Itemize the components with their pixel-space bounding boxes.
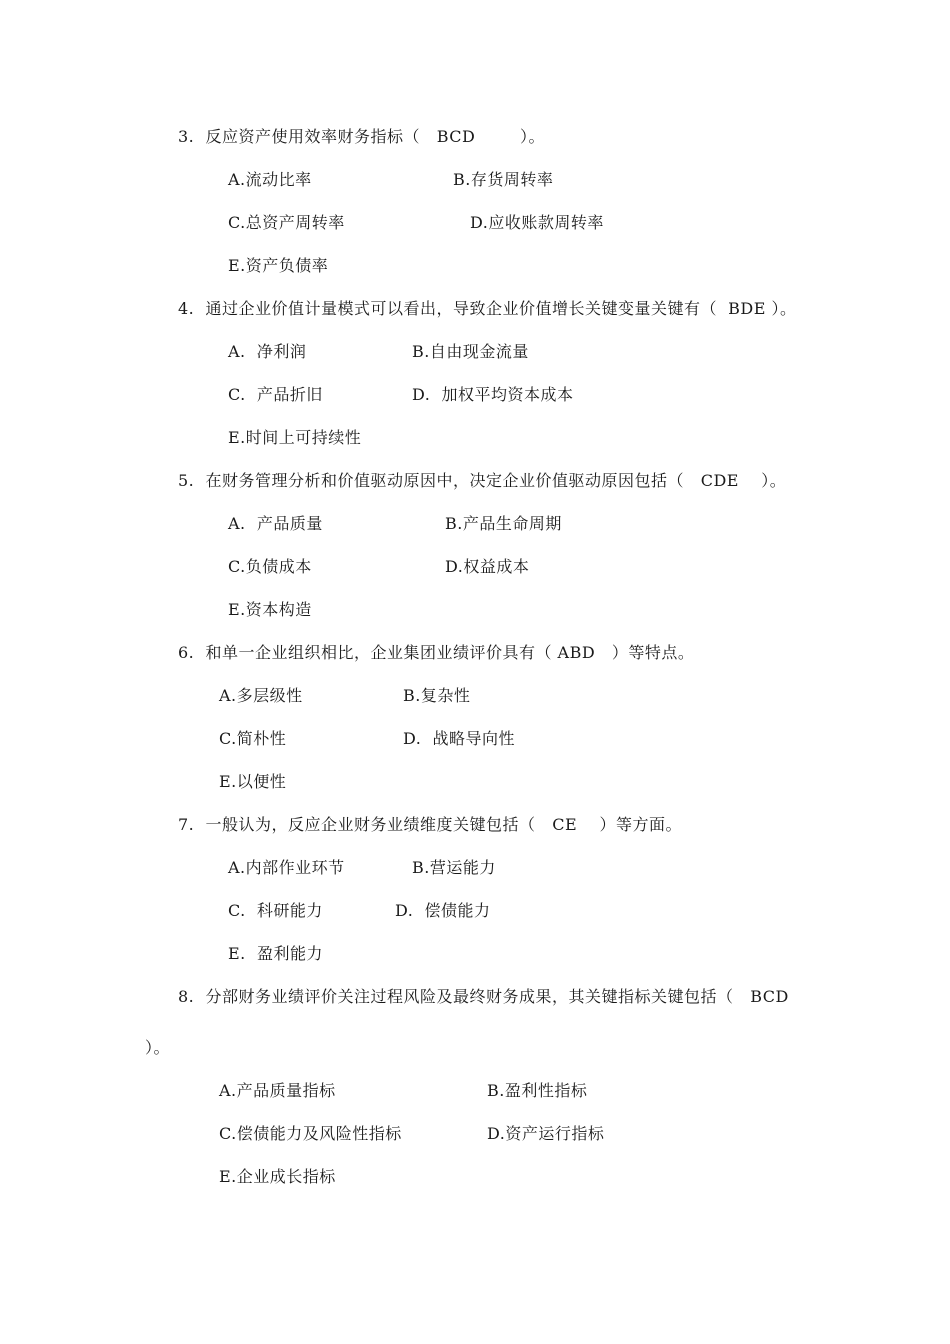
question-3-option-e: E.资产负债率 xyxy=(228,256,329,275)
question-6-option-d: D. 战略导向性 xyxy=(403,729,516,748)
question-5-option-a: A. 产品质量 xyxy=(228,514,323,533)
question-8-option-a: A.产品质量指标 xyxy=(219,1081,336,1100)
question-3-option-a: A.流动比率 xyxy=(228,170,312,189)
question-6-option-c: C.简朴性 xyxy=(219,729,287,748)
question-6-option-e: E.以便性 xyxy=(219,772,287,791)
question-8-option-e: E.企业成长指标 xyxy=(219,1167,336,1186)
question-5-option-b: B.产品生命周期 xyxy=(445,514,562,533)
question-7-option-b: B.营运能力 xyxy=(412,858,496,877)
question-4-option-b: B.自由现金流量 xyxy=(412,342,529,361)
question-4-option-a: A. 净利润 xyxy=(228,342,307,361)
question-7-option-a: A.内部作业环节 xyxy=(228,858,345,877)
question-6-option-b: B.复杂性 xyxy=(403,686,471,705)
question-6-option-a: A.多层级性 xyxy=(219,686,303,705)
question-8-stem: 8. 分部财务业绩评价关注过程风险及最终财务成果，其关键指标关键包括（ BCD xyxy=(178,987,789,1006)
question-4-option-e: E.时间上可持续性 xyxy=(228,428,362,447)
question-5-option-e: E.资本构造 xyxy=(228,600,312,619)
question-8-option-d: D.资产运行指标 xyxy=(487,1124,605,1143)
question-3-option-b: B.存货周转率 xyxy=(453,170,554,189)
question-4-stem: 4. 通过企业价值计量模式可以看出，导致企业价值增长关键变量关键有（ BDE ）。 xyxy=(178,299,797,318)
question-8-option-b: B.盈利性指标 xyxy=(487,1081,588,1100)
question-3-option-d: D.应收账款周转率 xyxy=(470,213,604,232)
question-7-option-d: D. 偿债能力 xyxy=(395,901,491,920)
question-5-option-c: C.负债成本 xyxy=(228,557,312,576)
question-5-stem: 5. 在财务管理分析和价值驱动原因中，决定企业价值驱动原因包括（ CDE ）。 xyxy=(178,471,787,490)
question-8-option-c: C.偿债能力及风险性指标 xyxy=(219,1124,402,1143)
question-3-stem: 3. 反应资产使用效率财务指标（ BCD ）。 xyxy=(178,127,546,146)
question-4-option-c: C. 产品折旧 xyxy=(228,385,323,404)
question-7-option-e: E. 盈利能力 xyxy=(228,944,323,963)
question-4-option-d: D. 加权平均资本成本 xyxy=(412,385,574,404)
question-3-option-c: C.总资产周转率 xyxy=(228,213,345,232)
question-6-stem: 6. 和单一企业组织相比，企业集团业绩评价具有（ ABD ）等特点。 xyxy=(178,643,695,662)
question-8-stem-continuation: ）。 xyxy=(145,1038,171,1057)
question-7-stem: 7. 一般认为，反应企业财务业绩维度关键包括（ CE ）等方面。 xyxy=(178,815,682,834)
question-5-option-d: D.权益成本 xyxy=(445,557,530,576)
question-7-option-c: C. 科研能力 xyxy=(228,901,323,920)
